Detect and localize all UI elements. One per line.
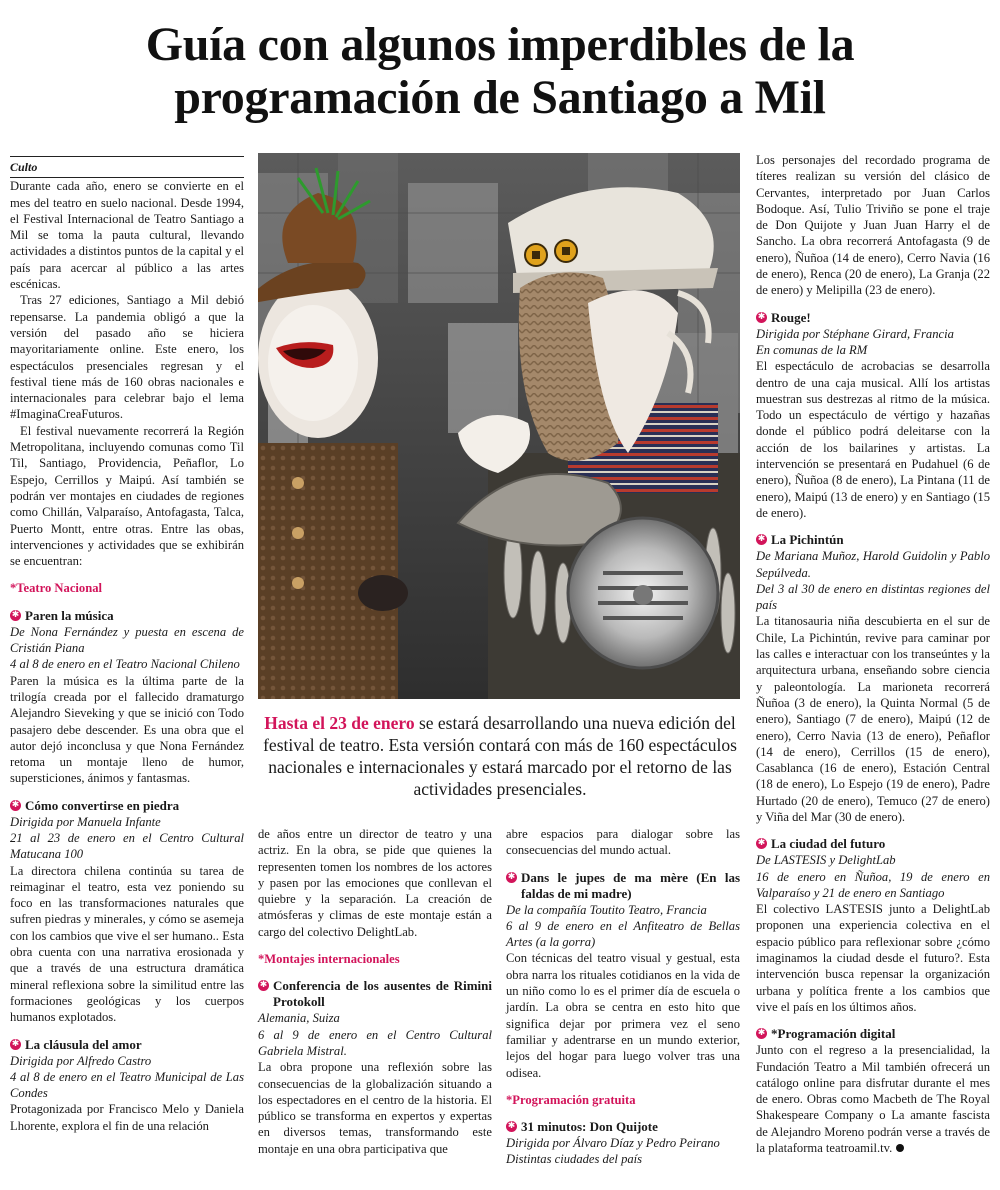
item-meta-clausula-2: 4 al 8 de enero en el Teatro Municipal de Las Condes (10, 1069, 244, 1101)
headline-line-1: Guía con algunos imperdibles de la (145, 18, 855, 71)
column-2 (258, 826, 492, 1157)
puppets-illustration (258, 153, 740, 699)
item-meta-jupes-1: De la compañía Toutito Teatro, Francia (506, 902, 707, 917)
caption-text: se estará desarrollando una nueva edición del festival de teatro. Esta versión contará con más de 160 espectáculos nacionales e internacionales y estará marcado por el retorno de las actividades presenciales. (263, 713, 737, 799)
section-montajes-internacionales: *Montajes internacionales (258, 952, 400, 967)
item-body-piedra: La directora chilena continúa su tarea de reimaginar el teatro, esta vez poniendo su foco en las transformaciones naturales que sufren piedras y minerales, y cómo se asemeja con los cambios que vive el ser humano.. Esta obra cuenta con una narrativa erosionada y que a través de una estructura dramática mineral reflexiona sobre la similitud entre las formaciones geológicas y los cuerpos humanos explotados. (10, 863, 244, 1025)
section-teatro-nacional: *Teatro Nacional (10, 581, 103, 596)
item-meta-paren-2: 4 al 8 de enero en el Teatro Nacional Chileno (10, 657, 240, 672)
item-meta-rimini-1: Alemania, Suiza (258, 1011, 340, 1026)
item-body-ciudad: El colectivo LASTESIS junto a DelightLab proponen una experiencia colectiva en el espacio público para reflexionar sobre ¿cómo imaginamos la ciudad desde el futuro?. Esta intervención busca repensar la organización urbana y política frente a los cambios que vive el país en los últimos años. (756, 902, 990, 1014)
item-meta-rouge-1: Dirigida por Stéphane Girard, Francia (756, 326, 954, 341)
item-title-paren: ✱ Paren la música (11, 607, 114, 623)
intro-paragraph-2: Tras 27 ediciones, Santiago a Mil debió repensarse. La pandemia obligó a que la versión del pasado año se hiciera mayoritariamente online. Este enero, los espectáculos presenciales regresan y el festival tiene más de 160 obras nacionales e internacionales para celebrar bajo el lema #ImaginaCreaFuturos. (10, 293, 244, 422)
item-meta-jupes-2: 6 al 9 de enero en el Anfiteatro de Bellas Artes (a la gorra) (506, 918, 740, 950)
item-body-digital: Junto con el regreso a la presencialidad, la Fundación Teatro a Mil también ofrecerá un catálogo online para disfrutar durante el mes de enero. Obras como Macbeth de The Royal Shakespeare Company o La amante fascista de Alejandro Moreno podrán verse a través de la plataforma teatroamil.tv. (756, 1043, 990, 1156)
item-meta-pichintun-2: Del 3 al 30 de enero en distintas regiones del país (756, 581, 990, 613)
item-meta-paren-1: De Nona Fernández y puesta en escena de Cristián Piana (10, 624, 244, 656)
item-body-quijote: Los personajes del recordado programa de títeres realizan su versión del clásico de Cervantes, interpretado por Juan Carlos Bodoque. Así, Tulio Triviño se pone el traje de Don Quijote y Juan Juan Harry el de Sancho. La obra recorrerá Antofagasta (9 de enero), Ñuñoa (14 de enero), Cerro Navia (16 de enero), Renca (20 de enero), La Granja (22 de enero) y Melipilla (23 de enero). (756, 153, 990, 298)
asterisk-icon: ✱ (757, 1028, 766, 1039)
item-title-clausula: ✱ La cláusula del amor (11, 1036, 142, 1052)
item-body-paren: Paren la música es la última parte de la trilogía creada por el fallecido dramaturgo Alejandro Sieveking y que se inició con Todo pasajero debe descender. Es una obra que el autor dejó inconclusa y que Nona Fernández retoma un montaje lleno de humor, supersticiones, ánimos y fantasmas. (10, 673, 244, 786)
item-title-rouge: ✱ Rouge! (757, 309, 811, 325)
kicker: Culto (10, 156, 244, 178)
item-body-jupes: Con técnicas del teatro visual y gestual, esta obra narra los rituales cotidianos en la vida de un niño como lo es el primer día de escuela o jardín. La obra se centra en esto hito que significa dejar por primera vez el seno familiar y adentrarse en un mundo exterior, lejos del hogar para luego volver tras una odisea. (506, 951, 740, 1080)
item-title-quijote: ✱ 31 minutos: Don Quijote (507, 1119, 658, 1135)
section-programacion-gratuita: *Programación gratuita (506, 1092, 636, 1107)
asterisk-icon: ✱ (11, 1038, 20, 1049)
column-4 (756, 152, 990, 1156)
item-meta-ciudad-2: 16 de enero en Ñuñoa, 19 de enero en Valparaíso y 21 de enero en Santiago (756, 869, 990, 900)
item-title-jupes: ✱ Dans le jupes de ma mère (En las faldas de mi madre) (507, 869, 740, 901)
item-title-pichintun: ✱ La Pichintún (757, 532, 844, 548)
item-meta-rouge-2: En comunas de la RM (756, 342, 868, 357)
asterisk-icon: ✱ (259, 980, 268, 991)
caption-highlight: Hasta el 23 de enero (264, 713, 415, 733)
item-meta-pichintun-1: De Mariana Muñoz, Harold Guidolin y Pablo Sepúlveda. (756, 549, 990, 580)
item-title-piedra: ✱ Cómo convertirse en piedra (11, 797, 180, 813)
end-mark-icon (896, 1144, 904, 1152)
intro-paragraph-3: El festival nuevamente recorrerá la Región Metropolitana, incluyendo comunas como Til Til, Santiago, Providencia, Peñaflor, Lo Espejo, Cerrillos y Maipú. Así también se podrán ver montajes en ciudades de regiones como Chillán, Valparaíso, Antofagasta, Talca, Puerto Montt, entre otras. Entre las obas, intervenciones y actividades que se exhibirán se encuentran: (10, 423, 244, 569)
asterisk-icon: ✱ (507, 871, 516, 882)
asterisk-icon: ✱ (757, 311, 766, 322)
intro-paragraph-1: Durante cada año, enero se convierte en el mes del teatro en suelo nacional. Desde 1994, el Festival Internacional de Teatro Santiago a Mil se toma la pauta cultural, llevando actividades a distintos puntos de la capital y el país para acercar al público a las artes escénicas. (10, 179, 244, 292)
asterisk-icon: ✱ (507, 1121, 516, 1132)
asterisk-icon: ✱ (757, 838, 766, 849)
item-body-rimini: La obra propone una reflexión sobre las consecuencias de la globalización situando a los espectadores en el centro de la historia. El público se transforma en expertos y expertas en diversos temas, transformando este montaje en una obra participativa que (258, 1060, 492, 1156)
item-title-digital: ✱ *Programación digital (757, 1026, 896, 1042)
item-meta-clausula-1: Dirigida por Alfredo Castro (10, 1053, 152, 1068)
item-meta-ciudad-1: De LASTESIS y DelightLab (756, 853, 896, 868)
asterisk-icon: ✱ (757, 534, 766, 545)
item-meta-piedra-1: Dirigida por Manuela Infante (10, 814, 161, 829)
item-body-rimini-cont: abre espacios para dialogar sobre las consecuencias del mundo actual. (506, 827, 740, 858)
item-title-ciudad: ✱ La ciudad del futuro (757, 836, 886, 852)
item-title-rimini: ✱ Conferencia de los ausentes de Rimini Protokoll (259, 978, 492, 1010)
column-3 (506, 826, 740, 1168)
item-body-clausula-cont: de años entre un director de teatro y una actriz. En la obra, se pide que quienes la representen tomen los nombres de los actores y pasen por las emociones que conllevan el quiebre y la separación. La creación de atmósferas y climas de este montaje están a cargo del colectivo DelightLab. (258, 827, 492, 939)
item-meta-rimini-2: 6 al 9 de enero en el Centro Cultural Gabriela Mistral. (258, 1027, 492, 1058)
column-1 (10, 156, 244, 1134)
item-body-pichintun: La titanosauria niña descubierta en el sur de Chile, La Pichintún, revive para caminar por las calles e interactuar con los transeúntes y la arquitectura urbana, enseñando sobre ciencia y paleontología. La marioneta recorrerá Ñuñoa (3 de enero), la Quinta Normal (5 de enero), Santiago (7 de enero), Maipú (12 de enero), Cerro Navia (13 de enero), Peñaflor (14 de enero), Cerrillos (15 de enero), Casablanca (16 de enero), Estación Central (18 de enero), Lo Espejo (19 de enero), Padre Hurtado (20 de enero), Temuco (27 de enero) y Viña del Mar (30 de enero). (756, 614, 990, 824)
headline (0, 18, 1000, 124)
item-body-clausula: Protagonizada por Francisco Melo y Daniela Lhorente, explora el fin de una relación (10, 1102, 244, 1133)
item-meta-quijote-1: Dirigida por Álvaro Díaz y Pedro Peirano (506, 1136, 720, 1151)
asterisk-icon: ✱ (11, 799, 20, 810)
item-meta-piedra-2: 21 al 23 de enero en el Centro Cultural Matucana 100 (10, 830, 244, 862)
photo-caption (262, 712, 738, 800)
asterisk-icon: ✱ (11, 609, 20, 620)
puppets-photo (258, 153, 740, 699)
headline-line-2: programación de Santiago a Mil (174, 71, 826, 124)
item-meta-quijote-2: Distintas ciudades del país (506, 1152, 643, 1167)
item-body-rouge: El espectáculo de acrobacias se desarrolla dentro de una caja musical. Allí los artistas muestran sus destrezas al ritmo de la música. Todo un espectáculo de vértigo y hazañas donde el público podrá deleitarse con la acción de los bailarines y artistas. La intervención se presentará en Pudahuel (6 de enero), Ñuñoa (8 de enero), La Pintana (11 de enero), Maipú (13 de enero) y en Santiago (15 de enero). (756, 359, 990, 520)
